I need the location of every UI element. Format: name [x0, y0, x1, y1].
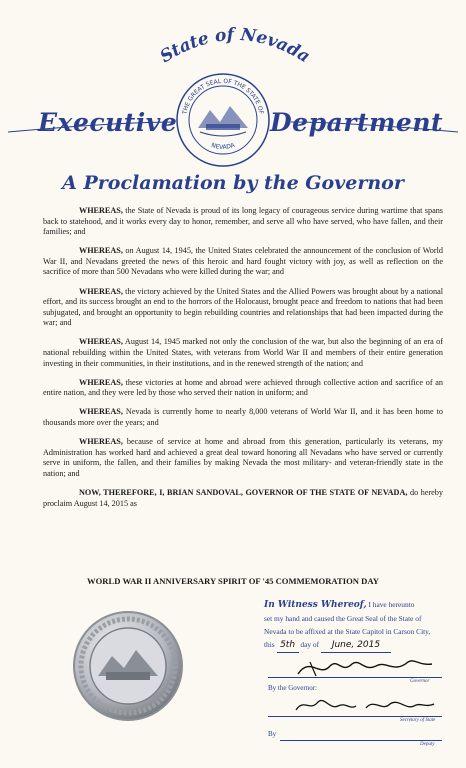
letterhead: [0, 0, 466, 170]
governor-signature-line: [268, 677, 442, 678]
by-label: By: [268, 730, 277, 738]
secretary-label: Secretary of State: [400, 718, 436, 723]
month-year-field: June, 2015: [321, 639, 391, 653]
proclamation-heading: A Proclamation by the Governor: [62, 172, 404, 194]
commemoration-title: WORLD WAR II ANNIVERSARY SPIRIT OF '45 COMMEMORATION DAY: [87, 576, 379, 586]
embossed-seal: [72, 610, 184, 722]
state-of-nevada-arc: [150, 20, 320, 70]
whereas-paragraph: WHEREAS, the State of Nevada is proud of its long legacy of courageous service during wartime that spans back to statehood, and it works every day to honor, remember, and serve all who have served, who have fallen, and their families; and: [43, 206, 443, 237]
now-therefore-paragraph: NOW, THEREFORE, I, BRIAN SANDOVAL, GOVERNOR OF THE STATE OF NEVADA, do hereby proclaim August 14, 2015 as: [43, 487, 443, 508]
executive-word: Executive: [38, 108, 178, 137]
state-of-text: State of Nevada: [156, 24, 314, 68]
seal-ring-text: THE GREAT SEAL OF THE STATE OF: [181, 77, 265, 115]
department-word: Department: [270, 108, 444, 137]
deputy-label: Deputy: [420, 742, 435, 747]
whereas-paragraph: WHEREAS, because of service at home and abroad from this generation, particularly its veterans, my Administration has worked hard and achieved a great deal toward honoring all Nevadans who have served or currently serve in uniform, the fallen, and their families by making Nevada the most military- and veteran-friendly state in the nation; and: [43, 437, 443, 478]
svg-text:NEVADA: [210, 141, 236, 151]
whereas-paragraph: WHEREAS, August 14, 1945 marked not only the conclusion of the war, but also the beginning of an era of national rebuilding within the United States, with veterans from World War II and members of their entire generation investing in their communities, in their institutions, and in the renewed strength of the nation; and: [43, 337, 443, 368]
secretary-signature: [290, 692, 440, 718]
deputy-signature-line: [280, 740, 442, 741]
witness-block: In Witness Whereof, I have hereunto set my hand and caused the Great Seal of the State of Nevada to be affixed at the State Capitol in Carson City, this 5th day of June, 2015: [264, 598, 442, 653]
governor-label: Governor: [410, 679, 430, 684]
secretary-signature-line: [268, 716, 442, 717]
whereas-paragraph: WHEREAS, on August 14, 1945, the United States celebrated the announcement of the conclusion of World War II, and Nevadans greeted the news of this heroic and hard fought victory with joy, as well as reflection on the sacrifice of more than 500 Nevadans who were killed during the war; and: [43, 246, 443, 277]
day-field: 5th: [277, 639, 299, 653]
in-witness-heading: In Witness Whereof,: [264, 600, 367, 610]
whereas-paragraph: WHEREAS, Nevada is currently home to nearly 8,000 veterans of World War II, and it has been home to thousands more over the years; and: [43, 407, 443, 427]
seal-bottom-text: NEVADA: [210, 141, 236, 151]
svg-text:State of Nevada: [157, 25, 314, 67]
whereas-paragraph: WHEREAS, the victory achieved by the United States and the Allied Powers was brought about by a national effort, and its success brought an end to the horrors of the Holocaust, brought peace and freedom to nations that had been subjugated, and brought an opportunity to begin rebuilding countries and relationships that had been impacted during the war; and: [43, 286, 443, 328]
whereas-paragraph: WHEREAS, these victories at home and abroad were achieved through collective action and sacrifice of an entire nation, and they were led by those who served their nation in uniform; and: [43, 377, 443, 398]
proclamation-body: [43, 206, 443, 518]
by-the-governor-label: By the Governor:: [268, 684, 317, 692]
governor-signature: [290, 652, 440, 680]
